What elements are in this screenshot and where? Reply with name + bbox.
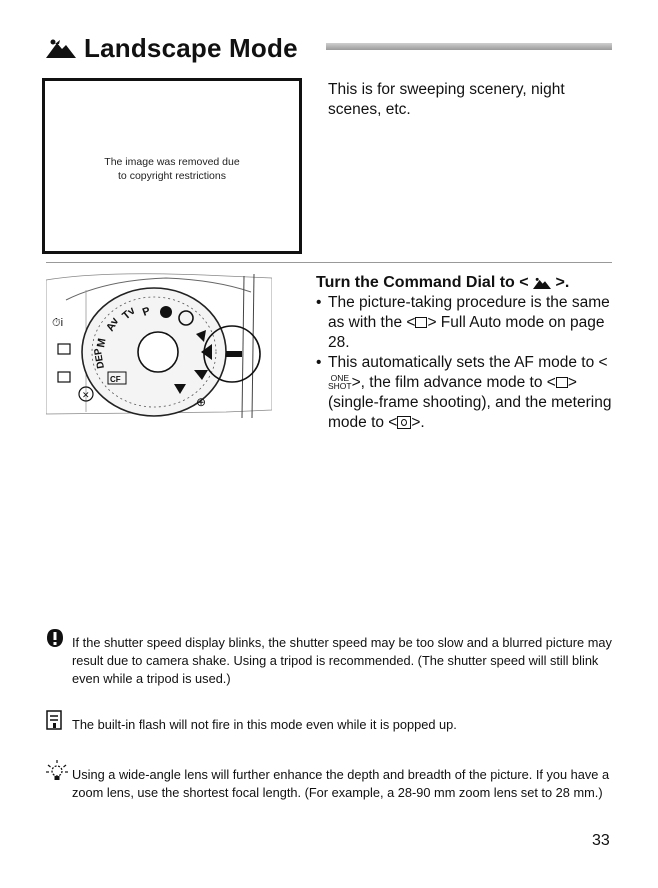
one-shot-bottom: SHOT [328,381,352,391]
step-heading-text-a: Turn the Command Dial to < [316,274,529,291]
svg-text:✕: ✕ [82,390,90,400]
tip-note [46,760,612,824]
caution-note [46,628,612,692]
photo-note-line-2: to copyright restrictions [118,170,226,182]
page-title: Landscape Mode [84,32,298,63]
bullet2-text-a: This automatically sets the AF mode to < [328,354,608,371]
step-instructions [316,273,616,433]
caution-icon [46,628,64,648]
one-shot-top: ONE [330,373,350,383]
memo-icon [46,710,62,730]
bullet2-text-b: >, the film advance mode to < [351,374,556,391]
svg-text:⊕: ⊕ [196,395,207,409]
command-dial-illustration [46,272,272,422]
svg-text:P: P [140,305,152,319]
step-heading-text-b: >. [555,274,570,291]
landscape-mode-icon [533,277,551,289]
page-number: 33 [592,832,610,849]
memo-text: The built-in flash will not fire in this mode even while it is popped up. [72,717,457,732]
memo-note [46,710,612,732]
svg-text:M: M [95,337,109,349]
svg-text:DEP: DEP [92,347,107,370]
tip-lightbulb-icon [46,760,68,782]
title-rule [326,43,612,50]
page-header [46,30,298,66]
photo-note-line-1: The image was removed due [104,156,240,168]
intro-text: This is for sweeping scenery, night scenes, etc. [328,81,565,118]
tip-text: Using a wide-angle lens will further enhance the depth and breadth of the picture. If you have a zoom lens, use the shortest focal length. (For example, a 28-90 mm zoom lens set to 28 mm.) [72,767,610,800]
bullet2-text-d: >. [411,414,425,431]
section-divider [46,262,612,263]
photo-removed-note [45,155,299,183]
full-auto-icon [415,317,427,328]
landscape-mode-icon [46,38,76,58]
photo-placeholder [42,78,302,254]
svg-text:Tv: Tv [120,304,138,323]
bullet1-text-a: The picture-taking procedure is the same as with the < [328,294,610,331]
one-shot-label [328,374,352,390]
svg-text:CF: CF [110,375,121,384]
bullet1-text-b: > Full Auto mode on page 28. [328,314,605,351]
svg-text:⏱i: ⏱i [52,317,64,329]
evaluative-metering-icon [397,416,411,429]
bullet-auto-settings [316,353,616,433]
bullet2-text-c: > (single-frame shooting), and the metering mode to < [328,374,612,431]
single-frame-icon [556,377,568,388]
bullet-procedure [316,293,616,353]
svg-text:Av: Av [104,315,122,334]
bullet-marker: • [316,354,322,371]
step-heading [316,273,616,293]
bullet-marker: • [316,294,322,311]
caution-text: If the shutter speed display blinks, the shutter speed may be too slow and a blurred picture may result due to camera shake. Using a tripod is recommended. (The shutter speed will still blink even while a tripod is used.) [72,635,612,686]
